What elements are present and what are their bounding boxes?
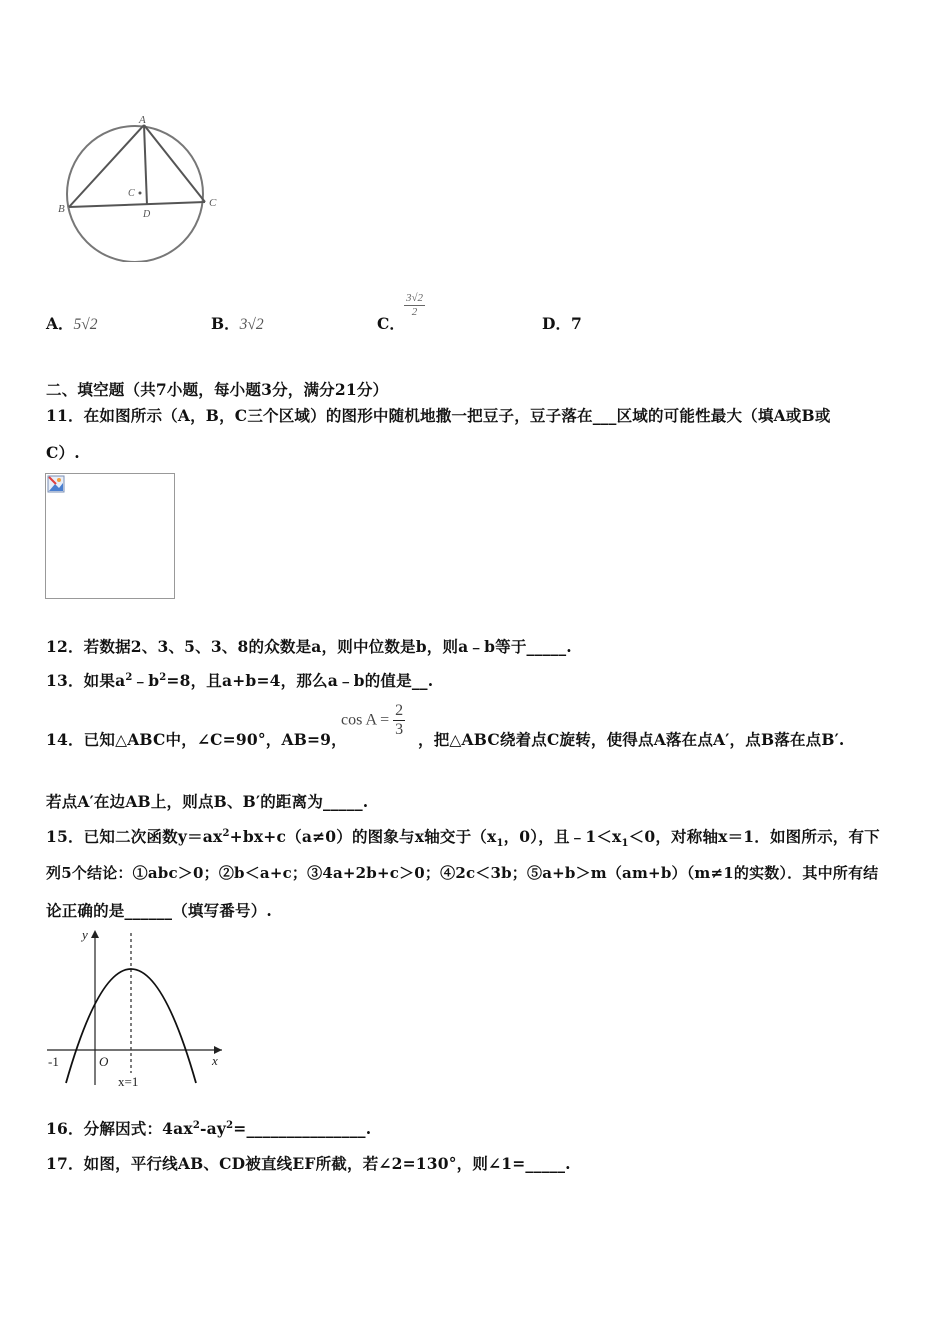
missing-image-placeholder [45,473,175,599]
q16-part2: -ay [200,1119,227,1138]
parabola-figure [42,925,232,1090]
choice-d-letter: D． [542,314,571,333]
label-b: B [58,203,65,215]
label-d: D [143,209,151,220]
choice-c [377,312,405,334]
q14-cos-expression [341,702,405,739]
choice-a-value: 5√2 [73,316,98,333]
q11-line1: 11．在如图所示（A，B，C三个区域）的图形中随机地撒一把豆子，豆子落在___区域的可能性最大（填A或B或 [46,406,831,425]
q15-l1c: ，0），且﹣1＜x [503,827,622,846]
q15-l1sup: 2 [222,827,230,839]
choice-b [211,312,264,334]
q15-l1sub: 1 [496,838,504,850]
circumcircle [67,126,203,262]
x-label: x [212,1053,218,1068]
q14-frac-den: 3 [395,721,404,738]
q16 [46,1117,371,1139]
q15-line1 [46,825,880,849]
q15-line2: 列5个结论：①abc＞0；②b＜a+c；③4a+2b+c＞0；④2c＜3b；⑤a+b＞m（am+b）（m≠1的实数）．其中所有结 [46,864,879,882]
circle-triangle-figure [55,112,225,262]
q15-l1sub2: 1 [621,838,629,850]
section-heading: 二、填空题（共7小题，每小题3分，满分21分） [46,380,389,399]
q11-line2: C）. [46,443,80,462]
q14-line2: 若点A′在边AB上，则点B、B′的距离为_____. [46,792,369,811]
q13-sup2: 2 [159,671,167,683]
q16-part1: 16．分解因式：4ax [46,1119,193,1138]
label-c: C [209,197,217,209]
label-center: C [128,188,135,199]
q16-part3: =_______________. [233,1119,372,1138]
q16-sup1: 2 [192,1119,201,1131]
q14-fraction [393,702,405,739]
neg-one-label: -1 [48,1054,59,1069]
q13-part3: =8，且a+b=4，那么a﹣b的值是__. [166,671,434,690]
y-axis-arrow [91,930,99,938]
q12: 12．若数据2、3、5、3、8的众数是a，则中位数是b，则a﹣b等于_____. [46,637,572,656]
q15-l1a: 15．已知二次函数y＝ax [46,827,223,846]
q17: 17．如图，平行线AB、CD被直线EF所截，若∠2=130°，则∠1=_____. [46,1154,571,1173]
segment-ad [144,125,147,205]
choice-c-letter: C． [377,314,405,333]
q13-part2: ﹣b [132,671,160,690]
choice-b-letter: B． [211,314,240,333]
choice-c-num: 3√2 [406,292,424,304]
q14-cos-label: cos A = [341,711,390,729]
label-a: A [139,114,146,126]
q14-part2: ，把△ABC绕着点C旋转，使得点A落在点A′，点B落在点B′. [418,730,845,749]
q13-part1: 13．如果a [46,671,126,690]
segment-bc [69,202,205,207]
q16-sup2: 2 [226,1119,234,1131]
symmetry-label: x=1 [118,1074,139,1089]
choice-b-value: 3√2 [239,316,264,333]
q15-l1d: ＜0，对称轴x＝1．如图所示，有下 [628,827,880,846]
q13-sup1: 2 [125,671,133,683]
origin-label: O [99,1054,109,1069]
center-dot [139,192,142,195]
q15-l1b: +bx+c（a≠0）的图象与x轴交于（x [229,827,497,846]
choice-d [542,312,582,334]
choice-a-letter: A． [46,314,74,333]
choice-a [46,312,98,334]
q15-line3: 论正确的是______（填写番号）. [46,901,272,920]
q14-frac-num: 2 [395,702,404,719]
choice-c-fraction [404,292,425,319]
q13 [46,669,433,691]
broken-image-icon [47,475,65,493]
choice-c-den: 2 [411,306,418,318]
q14-part1: 14．已知△ABC中，∠C=90°，AB=9， [46,730,347,749]
y-label: y [82,927,88,942]
choice-d-value: 7 [570,314,582,333]
